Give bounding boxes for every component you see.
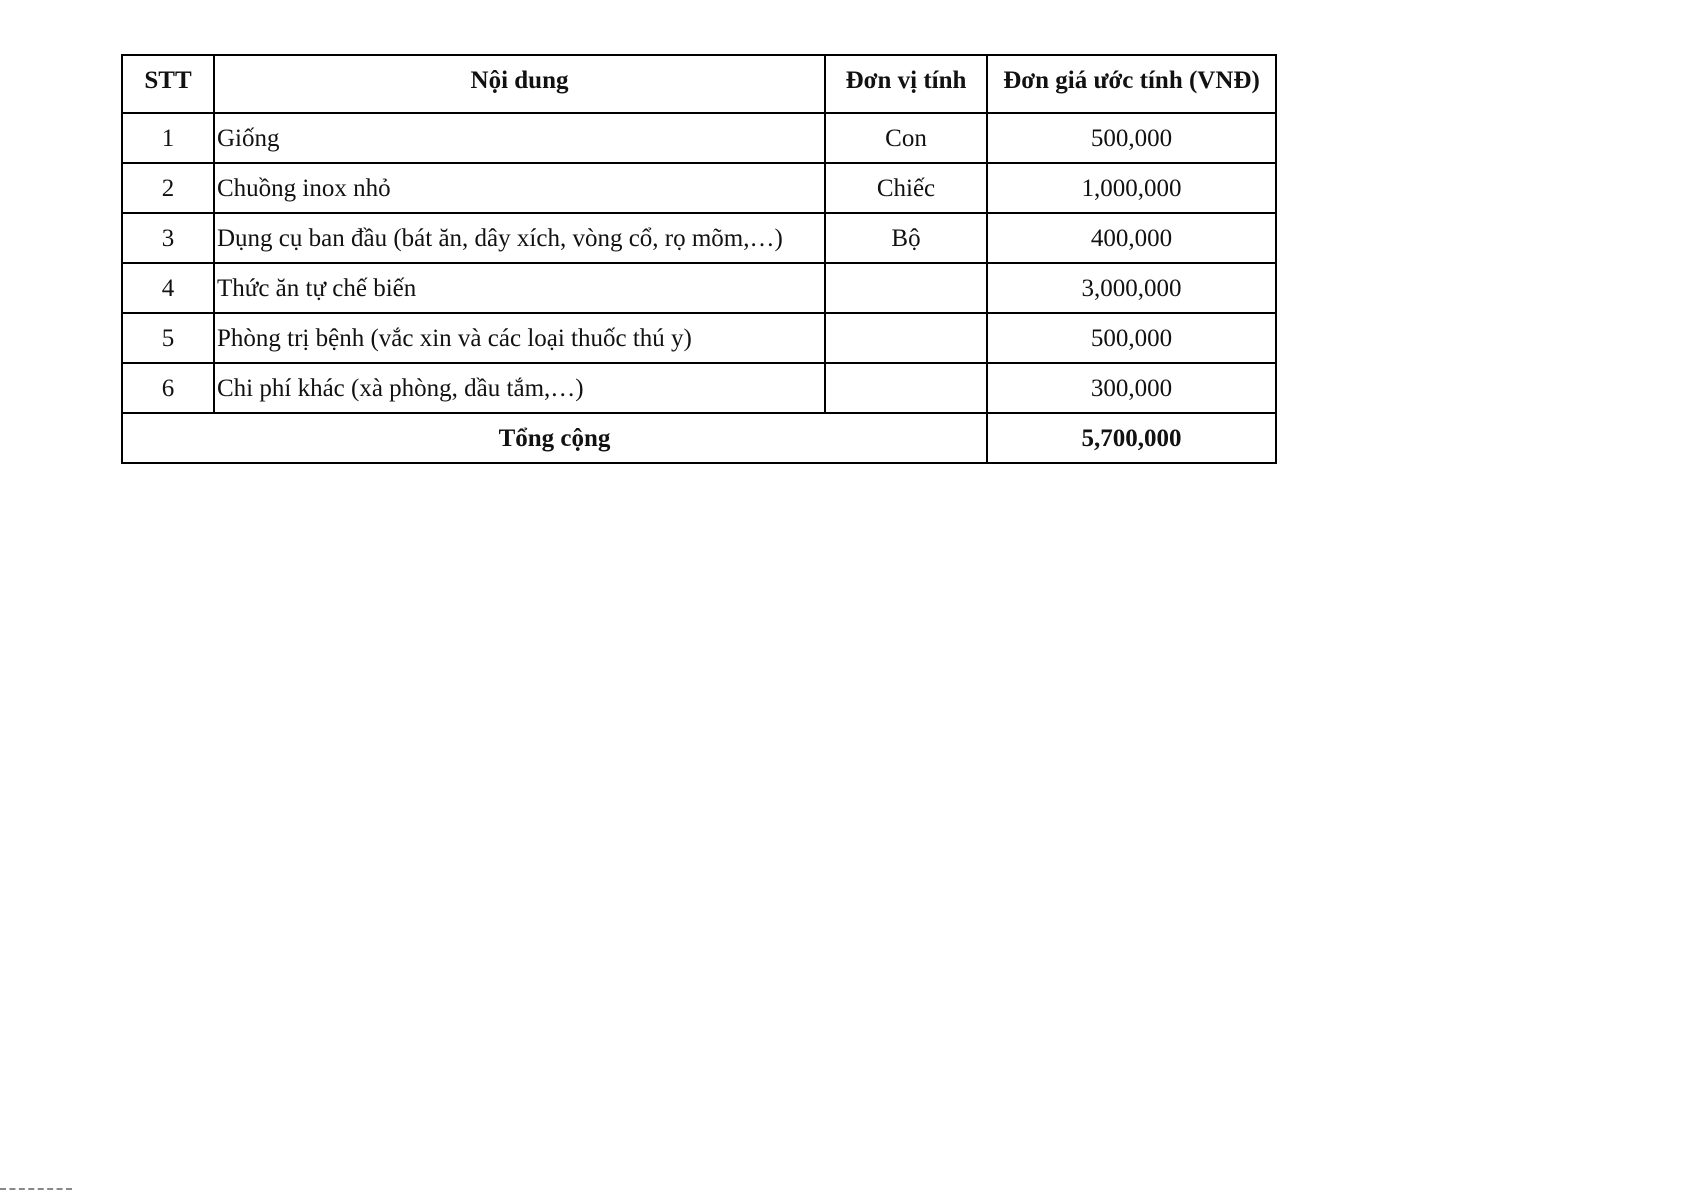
header-unit: Đơn vị tính — [825, 55, 987, 113]
row-content: Thức ăn tự chế biến — [214, 263, 825, 313]
cost-estimate-table — [121, 54, 1277, 464]
total-value: 5,700,000 — [987, 413, 1276, 463]
row-price: 300,000 — [987, 363, 1276, 413]
row-content: Dụng cụ ban đầu (bát ăn, dây xích, vòng cổ, rọ mõm,…) — [214, 213, 825, 263]
total-label: Tổng cộng — [122, 413, 987, 463]
row-price: 1,000,000 — [987, 163, 1276, 213]
row-stt: 6 — [122, 363, 214, 413]
header-content: Nội dung — [214, 55, 825, 113]
table-row — [122, 313, 1276, 363]
row-unit — [825, 263, 987, 313]
header-price: Đơn giá ước tính (VNĐ) — [987, 55, 1276, 113]
row-stt: 5 — [122, 313, 214, 363]
row-unit: Chiếc — [825, 163, 987, 213]
row-price: 500,000 — [987, 313, 1276, 363]
table-row — [122, 363, 1276, 413]
table-row — [122, 113, 1276, 163]
row-price: 400,000 — [987, 213, 1276, 263]
row-unit — [825, 313, 987, 363]
row-unit: Bộ — [825, 213, 987, 263]
total-row — [122, 413, 1276, 463]
row-price: 3,000,000 — [987, 263, 1276, 313]
row-content: Chuồng inox nhỏ — [214, 163, 825, 213]
table-row — [122, 163, 1276, 213]
row-stt: 4 — [122, 263, 214, 313]
row-unit — [825, 363, 987, 413]
row-content: Phòng trị bệnh (vắc xin và các loại thuốc thú y) — [214, 313, 825, 363]
row-unit: Con — [825, 113, 987, 163]
page-edge-mark — [0, 1188, 72, 1192]
row-stt: 3 — [122, 213, 214, 263]
row-stt: 2 — [122, 163, 214, 213]
row-stt: 1 — [122, 113, 214, 163]
table-row — [122, 213, 1276, 263]
table-row — [122, 263, 1276, 313]
row-price: 500,000 — [987, 113, 1276, 163]
header-stt: STT — [122, 55, 214, 113]
row-content: Giống — [214, 113, 825, 163]
row-content: Chi phí khác (xà phòng, dầu tắm,…) — [214, 363, 825, 413]
table-header-row — [122, 55, 1276, 113]
